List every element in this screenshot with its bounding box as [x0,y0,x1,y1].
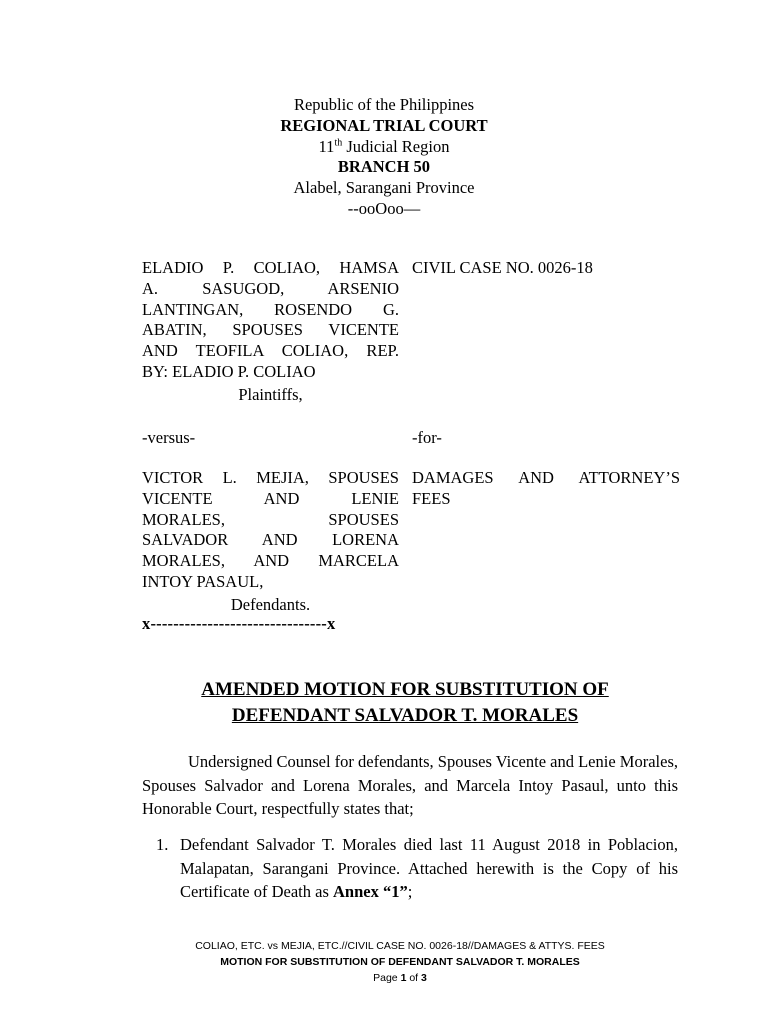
case-number: CIVIL CASE NO. 0026-18 [412,258,593,277]
court-header [0,95,768,220]
plaintiff-line: LANTINGAN, ROSENDO G. [142,299,399,319]
annex-reference: Annex “1” [333,882,408,902]
footer-page-prefix: Page [373,972,401,984]
plaintiff-line: ABATIN, SPOUSES VICENTE [142,320,399,340]
header-location: Alabel, Sarangani Province [293,178,475,198]
defendant-line: VICENTE AND LENIE [142,488,399,508]
footer-page-of: of [406,972,422,984]
page-footer [0,938,768,986]
motion-title [0,677,768,729]
case-nature-line: FEES [412,488,451,508]
intro-paragraph [142,750,678,821]
plaintiff-line: A. SASUGOD, ARSENIO [142,278,399,298]
footer-page-total: 3 [421,972,427,984]
case-nature-line: DAMAGES AND ATTORNEY’S [412,468,680,487]
for-label: -for- [412,428,442,447]
plaintiffs-label: Plaintiffs, [238,385,303,404]
item-number: 1. [156,835,169,854]
item-body-text: Defendant Salvador T. Morales died last 11 August 2018 in Poblacion, Malapatan, Sarangani Province. Attached herewith is the Copy of his Certificate of Death as [180,835,678,902]
plaintiff-line: BY: ELADIO P. COLIAO [142,361,316,381]
header-branch: BRANCH 50 [337,157,431,177]
defendant-line: MORALES, AND MARCELA [142,551,399,571]
footer-page-current: 1 [400,972,407,984]
item-text [180,833,678,904]
versus-label: -versus- [142,428,196,447]
header-ornament: --ooOoo— [347,198,421,218]
motion-title-line: DEFENDANT SALVADOR T. MORALES [231,705,579,726]
item-end-punct: ; [407,882,413,902]
header-region [0,137,768,158]
defendant-line: SALVADOR AND LORENA [142,530,399,550]
case-nature [412,468,680,510]
footer-case-ref: COLIAO, ETC. vs MEJIA, ETC.//CIVIL CASE NO. 0026-18//DAMAGES & ATTYS. FEES [195,940,605,952]
intro-text: Undersigned Counsel for defendants, Spouses Vicente and Lenie Morales, Spouses Salvador and Lorena Morales, and Marcela Intoy Pasaul, unto this Honorable Court, respectfully states that; [142,752,678,819]
header-region-number: 11 [318,136,335,156]
defendants-block [142,468,399,593]
defendant-line: MORALES, SPOUSES [142,509,399,529]
header-region-suffix: th [334,137,343,149]
plaintiff-line: ELADIO P. COLIAO, HAMSA [142,258,399,277]
footer-page-number [0,970,768,986]
plaintiffs-block [142,258,399,383]
caption-separator: x-------------------------------x [142,614,336,633]
header-court: REGIONAL TRIAL COURT [280,115,488,135]
header-region-text: Judicial Region [342,136,450,156]
defendant-line: VICTOR L. MEJIA, SPOUSES [142,468,399,487]
defendants-label: Defendants. [230,595,311,614]
footer-motion-ref: MOTION FOR SUBSTITUTION OF DEFENDANT SALVADOR T. MORALES [220,956,580,968]
plaintiff-line: AND TEOFILA COLIAO, REP. [142,341,399,361]
motion-title-line: AMENDED MOTION FOR SUBSTITUTION OF [201,679,609,700]
defendant-line: INTOY PASAUL, [142,571,264,591]
header-republic: Republic of the Philippines [293,95,475,114]
